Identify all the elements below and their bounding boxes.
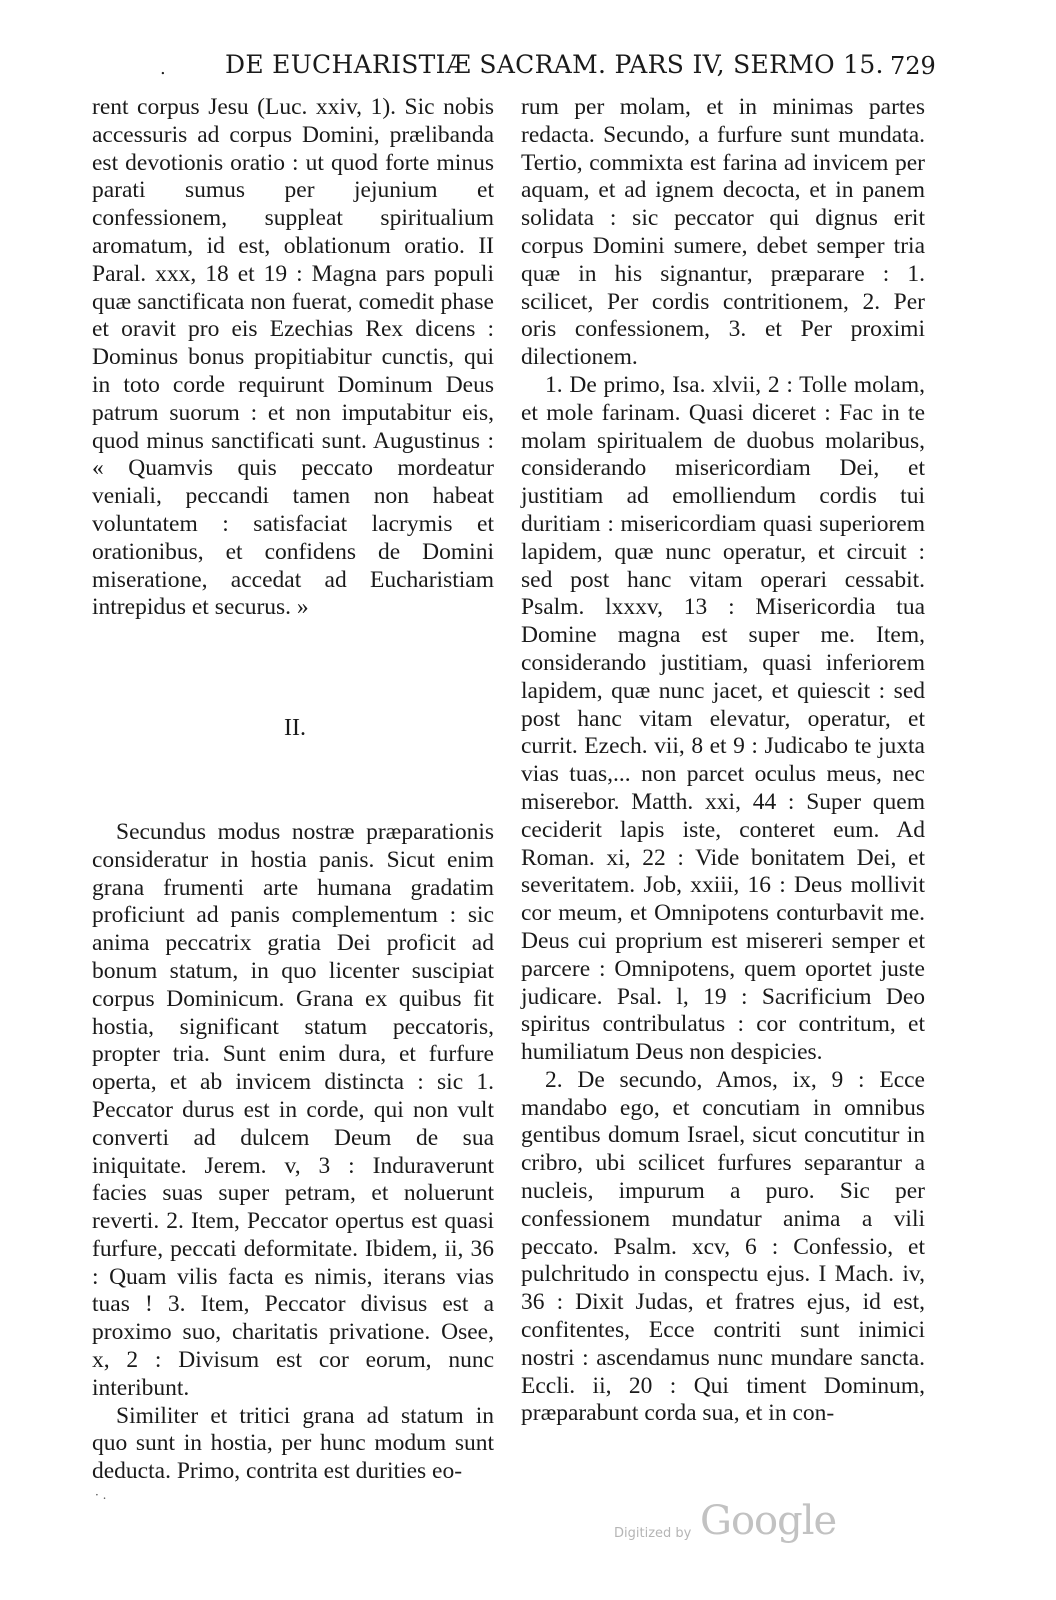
paragraph: Similiter et tritici grana ad statum in quo sunt in hostia, per hunc modum sunt deducta. Primo, contrita est durities eo-	[92, 1402, 494, 1485]
paragraph: rum per molam, et in minimas partes redacta. Secundo, a furfure sunt mundata. Tertio, commixta est farina ad invicem per aquam, et ad ignem decocta, et in panem solidata : sic peccator qui dignus erit corpus Domini sumere, debet semper tria quæ in his signantur, præparare : 1. scilicet, Per cordis contritionem, 2. Per oris confessionem, 3. et Per proximi dilectionem.	[521, 94, 925, 371]
page-number: 729	[890, 52, 936, 80]
running-header	[0, 46, 1056, 86]
header-dot: .	[160, 58, 166, 79]
digitized-label: Digitized by	[614, 1526, 692, 1541]
paragraph: rent corpus Jesu (Luc. xxiv, 1). Sic nobis accessuris ad corpus Domini, prælibanda est devotionis oratio : ut quod forte minus parati sumus per jejunium et confessionem, suppleat spiritualium aromatum, id est, oblationum oratio. II Paral. xxx, 18 et 19 : Magna pars populi quæ sanctificata non fuerat, comedit phase et oravit pro eis Ezechias Rex dicens : Dominus bonus propitiabitur cunctis, qui in toto corde requirunt Dominum Deus patrum suorum : et non imputabitur eis, quod minus sanctificati sunt. Augustinus : « Quamvis quis peccato mordeatur veniali, peccandi tamen non habeat voluntatem : satisfaciat lacrymis et orationibus, et confidens de Domini miseratione, accedat ad Eucharistiam intrepidus et securus. »	[92, 94, 494, 621]
digitized-watermark	[614, 1500, 854, 1554]
left-column	[92, 94, 494, 1486]
paragraph: 1. De primo, Isa. xlvii, 2 : Tolle molam, et mole farinam. Quasi diceret : Fac in te molam spiritualem de duobus molaribus, considerando misericordiam Dei, et justitiam ad emolliendum cordis tui duritiam : misericordiam quasi superiorem lapidem, quæ nunc operatur, et circuit : sed post hanc vitam operari cessabit. Psalm. lxxxv, 13 : Misericordia tua Domine magna est super me. Item, considerando justitiam, quasi inferiorem lapidem, quæ nunc jacet, et quiescit : sed post hanc vitam elevatur, operatur, et currit. Ezech. vii, 8 et 9 : Judicabo te juxta vias tuas,... non parcet oculus meus, nec miserebor. Matth. xxi, 44 : Super quem ceciderit lapis iste, conteret eum. Ad Roman. xi, 22 : Vide bonitatem Dei, et severitatem. Job, xxiii, 16 : Deus mollivit cor meum, et Omnipotens conturbavit me. Deus cui proprium est misereri semper et parcere : Omnipotens, quem oportet juste judicare. Psal. l, 19 : Sacrificium Deo spiritus contribulatus : cor contritum, et humiliatum Deus non despicies.	[521, 371, 925, 1066]
google-logo: Google	[700, 1498, 837, 1544]
running-title: DE EUCHARISTIÆ SACRAM. PARS IV, SERMO 15.	[225, 50, 884, 79]
paragraph: Secundus modus nostræ præparationis consideratur in hostia panis. Sicut enim grana frumenti arte humana gradatim proficiunt ad panis complementum : sic anima peccatrix gratia Dei proficit ad bonum statum, in quo licenter suscipiat corpus Dominicum. Grana ex quibus fit hostia, significant statum peccatoris, propter tria. Sunt enim dura, et furfure operta, et ab invicem distincta : sic 1. Peccator durus est in corde, qui non vult converti ad dulcem Deum de sua iniquitate. Jerem. v, 3 : Induraverunt facies suas super petram, et noluerunt reverti. 2. Item, Peccator opertus est quasi furfure, peccati deformitate. Ibidem, ii, 36 : Quam vilis facta es nimis, iterans vias tuas ! 3. Item, Peccator divisus est a proximo suo, charitatis privatione. Osee, x, 2 : Divisum est cor eorum, nunc interibunt.	[92, 818, 494, 1401]
scan-mark: · .	[95, 1488, 107, 1502]
right-column	[521, 94, 925, 1428]
paragraph: 2. De secundo, Amos, ix, 9 : Ecce mandabo ego, et concutiam in omnibus gentibus domum Israel, sicut concutitur in cribro, ubi scilicet furfures separantur a nucleis, impurum a puro. Sic per confessionem mundatur anima a vili peccato. Psalm. xcv, 6 : Confessio, et pulchritudo in conspectu ejus. I Mach. iv, 36 : Dixit Judas, et fratres ejus, id est, confitentes, Ecce contriti sunt inimici nostri : ascendamus nunc mundare sancta. Eccli. ii, 20 : Qui timent Dominum, præparabunt corda sua, et in con-	[521, 1066, 925, 1427]
section-number: II.	[284, 715, 306, 742]
